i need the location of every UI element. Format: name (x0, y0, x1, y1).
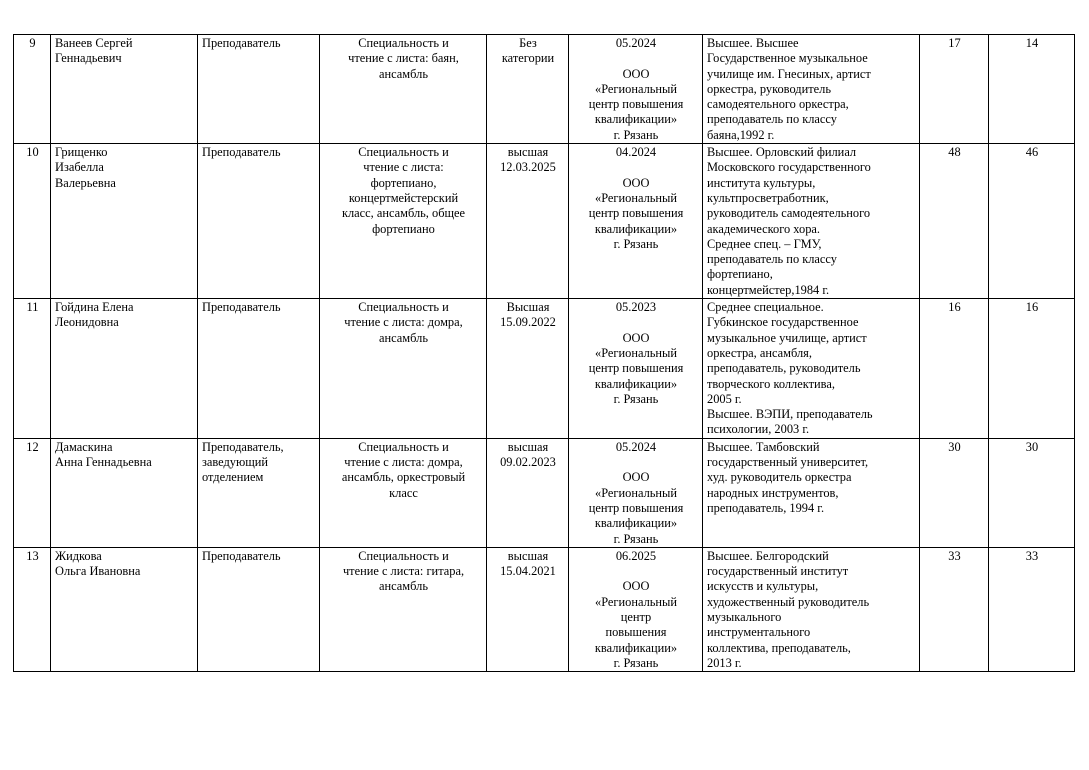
qualification-org-line: г. Рязань (613, 531, 659, 546)
employee-name-line: Валерьевна (55, 175, 116, 190)
education-line: преподаватель, руководитель (707, 361, 861, 376)
row-number-cell (14, 438, 51, 547)
qualification-org (573, 331, 699, 407)
table-row (14, 144, 1075, 299)
general-experience: 33 (948, 548, 961, 563)
qualification-org-line: ООО (622, 579, 650, 594)
education-line: психологии, 2003 г. (707, 422, 810, 437)
education-line: руководитель самодеятельного (707, 206, 871, 221)
general-experience-cell (920, 438, 989, 547)
specialty-line: Специальность и (358, 439, 449, 454)
employee-name-line: Ванеев Сергей (55, 36, 133, 50)
education-line: Губкинское государственное (707, 315, 859, 330)
education-line: Высшее. Тамбовский (707, 439, 820, 454)
row-number-cell (14, 144, 51, 299)
qualification-org-line: центр повышения (588, 500, 684, 515)
general-experience-cell (920, 547, 989, 671)
employee-name-cell (51, 144, 198, 299)
education-line: фортепиано, (707, 267, 773, 282)
specialty-line: Специальность и (358, 300, 449, 315)
education-line: оркестра, ансамбля, (707, 345, 812, 360)
employee-name-line: Анна Геннадьевна (55, 455, 152, 470)
category-line: 12.03.2025 (500, 160, 556, 175)
qualification-org-line: квалификации» (594, 221, 678, 236)
staff-table-body (14, 35, 1075, 672)
specialty-cell (320, 299, 487, 439)
employee-name-line: Леонидовна (55, 315, 119, 330)
qualification-org-line: центр повышения (588, 361, 684, 376)
row-number-cell (14, 35, 51, 144)
pedagogical-experience: 14 (1025, 36, 1039, 50)
row-number-cell (14, 299, 51, 439)
qualification-date: 05.2024 (615, 439, 657, 454)
specialty-line: ансамбль (379, 66, 428, 81)
education-line: Высшее. ВЭПИ, преподаватель (707, 407, 873, 422)
specialty-line: Специальность и (358, 36, 449, 50)
staff-table (13, 34, 1075, 672)
category-cell (487, 299, 569, 439)
position-line: отделением (202, 470, 264, 485)
qualification-org (573, 67, 699, 143)
education-cell (703, 35, 920, 144)
position-cell (198, 35, 320, 144)
qualification-org (573, 579, 699, 671)
qualification-org-line: г. Рязань (613, 236, 659, 251)
education-line: баяна,1992 г. (707, 127, 775, 142)
category-line: Высшая (506, 300, 550, 315)
specialty-line: ансамбль, оркестровый (341, 470, 466, 485)
position-line: Преподаватель, (202, 439, 284, 454)
education-line: инструментального (707, 625, 811, 640)
qualification-org-line: повышения (605, 625, 667, 640)
specialty-cell (320, 35, 487, 144)
general-experience: 16 (948, 300, 961, 315)
education-line: Высшее. Орловский филиал (707, 145, 857, 160)
qualification-org-line: ООО (622, 470, 650, 485)
pedagogical-experience-cell (989, 299, 1075, 439)
qualification-org-line: центр повышения (588, 206, 684, 221)
specialty-line: Специальность и (358, 145, 449, 160)
category-cell (487, 438, 569, 547)
position-cell (198, 299, 320, 439)
specialty-line: чтение с листа: гитара, (342, 564, 465, 579)
education-line: культпросветработник, (707, 190, 829, 205)
education-line: Среднее спец. – ГМУ, (707, 236, 822, 251)
table-row (14, 299, 1075, 439)
employee-name-line: Дамаскина (55, 439, 113, 454)
specialty-cell (320, 438, 487, 547)
specialty-line: класс, ансамбль, общее (341, 206, 466, 221)
category-line: Без (519, 36, 537, 50)
qualification-org-line: г. Рязань (613, 127, 659, 142)
specialty-line: концертмейстерский (348, 190, 459, 205)
position-line: заведующий (202, 455, 269, 470)
general-experience-cell (920, 299, 989, 439)
category-line: категории (501, 51, 555, 66)
pedagogical-experience-cell (989, 144, 1075, 299)
qualification-org-line: квалификации» (594, 376, 678, 391)
pedagogical-experience-cell (989, 547, 1075, 671)
specialty-line: чтение с листа: домра, (344, 455, 463, 470)
employee-name-line: Ольга Ивановна (55, 564, 141, 579)
education-line: Государственное музыкальное (707, 51, 868, 66)
employee-name-cell (51, 547, 198, 671)
row-number: 12 (26, 439, 39, 454)
category-line: высшая (507, 145, 549, 160)
education-line: Среднее специальное. (707, 300, 824, 315)
education-line: преподаватель по классу (707, 112, 837, 127)
pedagogical-experience: 30 (1025, 439, 1039, 454)
education-line: Высшее. Высшее (707, 36, 799, 50)
qualification-cell (569, 144, 703, 299)
pedagogical-experience: 46 (1025, 145, 1039, 160)
category-line: 09.02.2023 (500, 455, 556, 470)
qualification-org-line: квалификации» (594, 640, 678, 655)
employee-name-line: Геннадьевич (55, 51, 122, 66)
education-line: государственный институт (707, 564, 849, 579)
employee-name-cell (51, 35, 198, 144)
position-line: Преподаватель (202, 36, 281, 50)
qualification-org-line: г. Рязань (613, 391, 659, 406)
qualification-cell (569, 438, 703, 547)
qualification-org-line: г. Рязань (613, 655, 659, 670)
general-experience-cell (920, 144, 989, 299)
category-line: высшая (507, 439, 549, 454)
specialty-line: класс (389, 485, 418, 500)
pedagogical-experience: 33 (1025, 548, 1039, 563)
education-line: преподаватель по классу (707, 252, 837, 267)
position-cell (198, 144, 320, 299)
education-line: 2005 г. (707, 391, 742, 406)
employee-name-line: Грищенко (55, 145, 108, 160)
category-line: 15.04.2021 (500, 564, 556, 579)
qualification-org-line: «Региональный (595, 594, 677, 609)
category-cell (487, 547, 569, 671)
position-line: Преподаватель (202, 300, 281, 315)
specialty-line: чтение с листа: домра, (344, 315, 463, 330)
general-experience: 48 (948, 145, 961, 160)
specialty-line: ансамбль (379, 330, 428, 345)
qualification-date: 05.2024 (615, 36, 657, 50)
qualification-org (573, 176, 699, 252)
pedagogical-experience: 16 (1025, 300, 1039, 315)
specialty-cell (320, 144, 487, 299)
qualification-org-line: «Региональный (595, 190, 677, 205)
education-line: творческого коллектива, (707, 376, 835, 391)
education-line: концертмейстер,1984 г. (707, 282, 830, 297)
category-cell (487, 35, 569, 144)
education-line: академического хора. (707, 221, 821, 236)
education-line: художественный руководитель (707, 594, 870, 609)
education-cell (703, 299, 920, 439)
general-experience: 30 (948, 439, 961, 454)
general-experience: 17 (948, 36, 961, 50)
table-row (14, 35, 1075, 144)
employee-name-line: Изабелла (55, 160, 104, 175)
qualification-org-line: ООО (622, 66, 650, 81)
row-number: 13 (26, 548, 39, 563)
education-cell (703, 438, 920, 547)
education-line: института культуры, (707, 175, 816, 190)
row-number: 11 (26, 300, 39, 315)
employee-name-line: Гойдина Елена (55, 300, 134, 315)
education-cell (703, 547, 920, 671)
qualification-org-line: «Региональный (595, 81, 677, 96)
employee-name-line: Жидкова (55, 548, 102, 563)
specialty-cell (320, 547, 487, 671)
pedagogical-experience-cell (989, 438, 1075, 547)
education-line: 2013 г. (707, 655, 742, 670)
qualification-date: 05.2023 (615, 300, 657, 315)
education-line: музыкальное училище, артист (707, 330, 867, 345)
qualification-date: 04.2024 (615, 145, 657, 160)
qualification-org (573, 470, 699, 546)
employee-name-cell (51, 438, 198, 547)
employee-name-cell (51, 299, 198, 439)
education-line: искусств и культуры, (707, 579, 819, 594)
qualification-org-line: ООО (622, 330, 650, 345)
specialty-line: фортепиано (372, 221, 435, 236)
qualification-org-line: квалификации» (594, 112, 678, 127)
specialty-line: ансамбль (379, 579, 428, 594)
category-line: 15.09.2022 (500, 315, 556, 330)
education-line: коллектива, преподаватель, (707, 640, 851, 655)
education-cell (703, 144, 920, 299)
position-cell (198, 547, 320, 671)
education-line: народных инструментов, (707, 485, 839, 500)
qualification-org-line: «Региональный (595, 485, 677, 500)
specialty-line: Специальность и (358, 548, 449, 563)
specialty-line: фортепиано, (370, 175, 437, 190)
pedagogical-experience-cell (989, 35, 1075, 144)
table-row (14, 438, 1075, 547)
qualification-org-line: центр повышения (588, 97, 684, 112)
row-number: 10 (26, 145, 39, 160)
general-experience-cell (920, 35, 989, 144)
qualification-date: 06.2025 (615, 548, 657, 563)
table-row (14, 547, 1075, 671)
category-cell (487, 144, 569, 299)
education-line: Высшее. Белгородский (707, 548, 829, 563)
education-line: самодеятельного оркестра, (707, 97, 849, 112)
education-line: оркестра, руководитель (707, 81, 831, 96)
qualification-org-line: квалификации» (594, 516, 678, 531)
education-line: училище им. Гнесиных, артист (707, 66, 871, 81)
education-line: государственный университет, (707, 455, 869, 470)
row-number: 9 (29, 36, 36, 50)
position-cell (198, 438, 320, 547)
qualification-org-line: центр (620, 609, 652, 624)
education-line: преподаватель, 1994 г. (707, 500, 825, 515)
education-line: музыкального (707, 609, 782, 624)
education-line: Московского государственного (707, 160, 871, 175)
qualification-org-line: «Региональный (595, 345, 677, 360)
row-number-cell (14, 547, 51, 671)
category-line: высшая (507, 548, 549, 563)
position-line: Преподаватель (202, 548, 281, 563)
specialty-line: чтение с листа: баян, (348, 51, 459, 66)
qualification-cell (569, 547, 703, 671)
qualification-cell (569, 35, 703, 144)
education-line: худ. руководитель оркестра (707, 470, 852, 485)
specialty-line: чтение с листа: (363, 160, 444, 175)
position-line: Преподаватель (202, 145, 281, 160)
qualification-cell (569, 299, 703, 439)
qualification-org-line: ООО (622, 175, 650, 190)
